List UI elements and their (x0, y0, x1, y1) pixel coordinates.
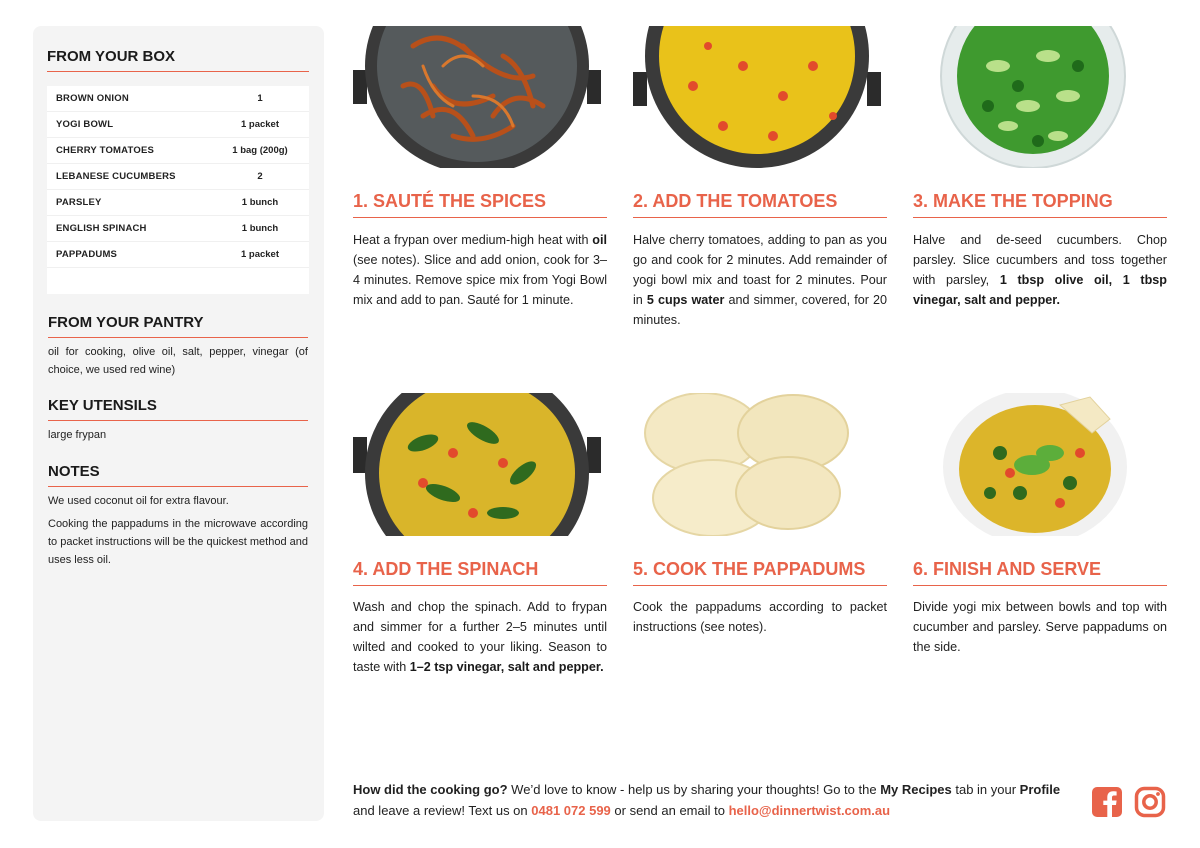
facebook-icon[interactable] (1091, 786, 1123, 818)
ingredient-name: ENGLISH SPINACH (56, 223, 147, 234)
step-text-run: Halve and de-seed cucumbers. Chop parsley. Slice cucumbers and toss together with parsley, (913, 233, 1167, 287)
ingredient-name: PARSLEY (56, 197, 102, 208)
step-2-text (633, 230, 887, 330)
ingredient-name: LEBANESE CUCUMBERS (56, 171, 176, 182)
feedback-footer (353, 779, 1083, 821)
notes-section (48, 463, 308, 569)
step-5-photo (643, 393, 849, 536)
footer-text: and leave a review! Text us on (353, 803, 532, 818)
utensils-text: large frypan (48, 429, 107, 441)
ingredient-row (47, 242, 309, 268)
step-3-photo (938, 26, 1128, 168)
ingredient-name: PAPPADUMS (56, 249, 118, 260)
step-2-title: 2. ADD THE TOMATOES (633, 191, 887, 218)
ingredient-qty: 2 (257, 171, 263, 182)
from-your-box-heading: FROM YOUR BOX (47, 48, 309, 72)
ingredient-row (47, 164, 309, 190)
ingredient-row (47, 190, 309, 216)
phone-link[interactable]: 0481 072 599 (531, 803, 611, 818)
key-utensils-heading: KEY UTENSILS (48, 397, 308, 421)
step-3-title: 3. MAKE THE TOPPING (913, 191, 1167, 218)
ingredient-row (47, 86, 309, 112)
ingredient-row (47, 112, 309, 138)
notes-heading: NOTES (48, 463, 308, 487)
step-text-bold: 1 tbsp olive oil, 1 tbsp vinegar, salt and pepper. (913, 273, 1167, 307)
my-recipes-link[interactable]: My Recipes (880, 782, 952, 797)
ingredient-qty: 1 bunch (241, 197, 279, 208)
step-text-bold: 5 cups water (646, 293, 725, 307)
ingredient-name: CHERRY TOMATOES (56, 145, 155, 156)
step-5-title: 5. COOK THE PAPPADUMS (633, 559, 887, 586)
profile-link[interactable]: Profile (1019, 782, 1061, 797)
ingredient-qty: 1 bag (200g) (232, 145, 288, 156)
step-3-text (913, 230, 1167, 310)
ingredient-qty: 1 packet (240, 119, 280, 130)
footer-text: tab in your (951, 782, 1020, 797)
step-text-run: Wash and chop the spinach. Add to frypan and simmer for a further 2–5 minutes until wilted and cooked to your liking. Season to taste with (353, 600, 607, 674)
from-your-pantry-heading: FROM YOUR PANTRY (48, 314, 308, 338)
step-text-run: (see notes). Slice and add onion, cook for 3–4 minutes. Remove spice mix from Yogi Bowl mix and add to pan. Sauté for 1 minute. (353, 253, 607, 307)
step-6-text (913, 597, 1167, 657)
ingredients-table (47, 86, 309, 294)
step-4-photo (353, 393, 601, 536)
step-1-text (353, 230, 607, 310)
step-text-bold: 1–2 tsp vinegar, salt and pepper. (409, 660, 604, 674)
step-text-run: Divide yogi mix between bowls and top with cucumber and parsley. Serve pappadums on the side. (913, 600, 1167, 654)
pantry-text: oil for cooking, olive oil, salt, pepper, vinegar (of choice, we used red wine) (48, 346, 308, 376)
utensils-section (48, 397, 308, 444)
ingredient-row (47, 216, 309, 242)
email-link[interactable]: hello@dinnertwist.com.au (728, 803, 891, 818)
step-6-photo (940, 393, 1130, 536)
step-text-run: Heat a frypan over medium-high heat with (353, 233, 593, 247)
step-4-text (353, 597, 607, 677)
footer-text: or send an email to (610, 803, 729, 818)
step-4-title: 4. ADD THE SPINACH (353, 559, 607, 586)
note-item: Cooking the pappadums in the microwave according to packet instructions will be the quickest method and uses less oil. (48, 518, 308, 566)
step-text-run: Cook the pappadums according to packet instructions (see notes). (633, 600, 887, 634)
step-text-bold: oil (592, 233, 607, 247)
pantry-section (48, 314, 308, 379)
step-2-photo (633, 26, 881, 168)
step-5-text (633, 597, 887, 637)
step-6-title: 6. FINISH AND SERVE (913, 559, 1167, 586)
ingredient-qty: 1 packet (240, 249, 280, 260)
ingredient-name: BROWN ONION (56, 93, 129, 104)
sidebar (33, 26, 324, 821)
footer-text: We’d love to know - help us by sharing your thoughts! Go to the (507, 782, 881, 797)
step-1-title: 1. SAUTÉ THE SPICES (353, 191, 607, 218)
instagram-icon[interactable] (1134, 786, 1166, 818)
ingredient-qty: 1 (257, 93, 263, 104)
step-1-photo (353, 26, 601, 168)
note-item: We used coconut oil for extra flavour. (48, 495, 229, 507)
ingredient-row (47, 138, 309, 164)
step-text-run: and simmer, covered, for 20 minutes. (633, 293, 887, 327)
step-text-run: Halve cherry tomatoes, adding to pan as you go and cook for 2 minutes. Add remainder of yogi bowl mix and toast for 2 minutes. Pour in (633, 233, 887, 307)
ingredient-qty: 1 bunch (241, 223, 279, 234)
ingredient-name: YOGI BOWL (56, 119, 114, 130)
footer-question: How did the cooking go? (353, 782, 508, 797)
